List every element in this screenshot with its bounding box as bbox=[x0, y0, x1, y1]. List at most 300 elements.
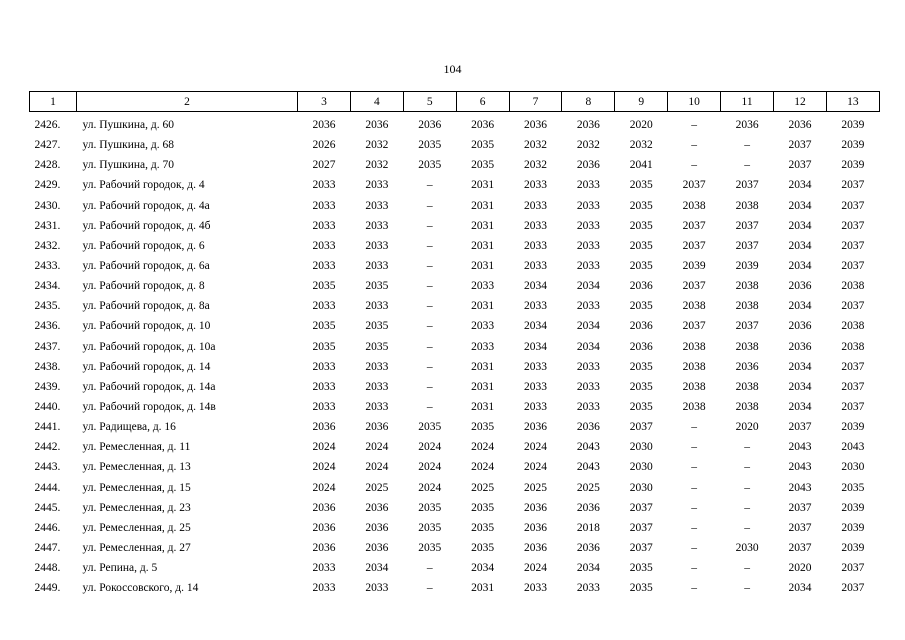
table-row bbox=[30, 518, 880, 538]
year-cell-col11: 2036 bbox=[735, 119, 759, 132]
address-cell: ул. Пушкина, д. 60 bbox=[82, 119, 174, 132]
year-cell-col7: 2036 bbox=[524, 421, 547, 434]
header-cell-5: 5 bbox=[403, 92, 456, 112]
year-cell-col11: 2038 bbox=[735, 340, 759, 353]
year-cell-col4: 2033 bbox=[365, 582, 389, 595]
year-cell-col7: 2033 bbox=[524, 401, 547, 414]
year-cell-col8: 2036 bbox=[576, 159, 600, 172]
table-row bbox=[30, 316, 880, 336]
year-cell-col7: 2024 bbox=[524, 441, 547, 454]
header-cell-13: 13 bbox=[826, 92, 879, 112]
table-row bbox=[30, 538, 880, 558]
year-cell-col10: 2037 bbox=[682, 239, 706, 252]
row-number: 2439. bbox=[34, 380, 61, 393]
row-number: 2446. bbox=[34, 521, 61, 534]
year-cell-col12: 2036 bbox=[788, 340, 812, 353]
table-row bbox=[30, 478, 880, 498]
year-cell-col7: 2032 bbox=[524, 139, 547, 152]
year-cell-col4: 2033 bbox=[365, 199, 389, 212]
year-cell-col4: 2034 bbox=[365, 562, 389, 575]
year-cell-col9: 2037 bbox=[629, 421, 653, 434]
year-cell-col8: 2033 bbox=[576, 199, 600, 212]
year-cell-col5: – bbox=[426, 260, 433, 273]
year-cell-col13: 2039 bbox=[841, 521, 865, 534]
year-cell-col3: 2033 bbox=[312, 260, 336, 273]
year-cell-col4: 2032 bbox=[365, 159, 389, 172]
row-number: 2426. bbox=[34, 119, 61, 132]
year-cell-col11: 2037 bbox=[735, 320, 759, 333]
year-cell-col13: 2039 bbox=[841, 501, 865, 514]
year-cell-col9: 2041 bbox=[629, 159, 653, 172]
address-cell: ул. Ремесленная, д. 25 bbox=[82, 521, 191, 534]
year-cell-col4: 2035 bbox=[365, 340, 389, 353]
year-cell-col12: 2034 bbox=[788, 300, 812, 313]
header-cell-9: 9 bbox=[615, 92, 668, 112]
year-cell-col3: 2033 bbox=[312, 582, 336, 595]
year-cell-col13: 2037 bbox=[841, 582, 865, 595]
year-cell-col12: 2037 bbox=[788, 501, 812, 514]
year-cell-col4: 2035 bbox=[365, 320, 389, 333]
row-number: 2441. bbox=[34, 421, 61, 434]
year-cell-col13: 2038 bbox=[841, 340, 865, 353]
year-cell-col4: 2033 bbox=[365, 260, 389, 273]
year-cell-col5: 2036 bbox=[418, 119, 442, 132]
address-cell: ул. Пушкина, д. 70 bbox=[82, 159, 174, 172]
year-cell-col6: 2035 bbox=[471, 421, 495, 434]
header-cell-10: 10 bbox=[668, 92, 721, 112]
year-cell-col13: 2037 bbox=[841, 380, 865, 393]
year-cell-col9: 2035 bbox=[629, 179, 653, 192]
year-cell-col3: 2036 bbox=[312, 421, 336, 434]
year-cell-col10: – bbox=[691, 521, 698, 534]
year-cell-col7: 2034 bbox=[524, 340, 547, 353]
year-cell-col10: 2037 bbox=[682, 219, 706, 232]
year-cell-col12: 2043 bbox=[788, 461, 812, 474]
year-cell-col5: – bbox=[426, 219, 433, 232]
year-cell-col11: 2038 bbox=[735, 280, 759, 293]
header-cell-11: 11 bbox=[721, 92, 774, 112]
table-row bbox=[30, 377, 880, 397]
year-cell-col13: 2037 bbox=[841, 300, 865, 313]
year-cell-col12: 2034 bbox=[788, 219, 812, 232]
row-number: 2445. bbox=[34, 501, 61, 514]
address-cell: ул. Рабочий городок, д. 4б bbox=[82, 219, 211, 232]
year-cell-col11: – bbox=[744, 481, 750, 494]
year-cell-col8: 2018 bbox=[576, 521, 600, 534]
year-cell-col13: 2039 bbox=[841, 159, 865, 172]
year-cell-col12: 2034 bbox=[788, 179, 812, 192]
year-cell-col8: 2036 bbox=[576, 421, 600, 434]
year-cell-col5: 2024 bbox=[418, 461, 442, 474]
address-cell: ул. Рабочий городок, д. 14 bbox=[82, 360, 211, 373]
year-cell-col5: – bbox=[426, 582, 433, 595]
year-cell-col12: 2037 bbox=[788, 521, 812, 534]
year-cell-col3: 2035 bbox=[312, 280, 336, 293]
address-cell: ул. Рабочий городок, д. 14в bbox=[82, 401, 216, 414]
year-cell-col5: 2035 bbox=[418, 139, 442, 152]
year-cell-col6: 2031 bbox=[471, 582, 495, 595]
year-cell-col7: 2034 bbox=[524, 280, 547, 293]
year-cell-col13: 2043 bbox=[841, 441, 865, 454]
year-cell-col7: 2033 bbox=[524, 179, 547, 192]
year-cell-col10: 2039 bbox=[682, 260, 706, 273]
year-cell-col13: 2039 bbox=[841, 139, 865, 152]
year-cell-col6: 2025 bbox=[471, 481, 495, 494]
row-number: 2447. bbox=[34, 542, 61, 555]
year-cell-col10: – bbox=[691, 421, 698, 434]
year-cell-col11: – bbox=[744, 441, 750, 454]
year-cell-col13: 2035 bbox=[841, 481, 865, 494]
year-cell-col8: 2033 bbox=[576, 380, 600, 393]
address-cell: ул. Рабочий городок, д. 4а bbox=[82, 199, 210, 212]
year-cell-col8: 2032 bbox=[576, 139, 600, 152]
year-cell-col3: 2033 bbox=[312, 300, 336, 313]
row-number: 2429. bbox=[34, 179, 61, 192]
address-cell: ул. Ремесленная, д. 13 bbox=[82, 461, 191, 474]
year-cell-col7: 2034 bbox=[524, 320, 547, 333]
year-cell-col10: 2038 bbox=[682, 380, 706, 393]
year-cell-col5: – bbox=[426, 280, 433, 293]
year-cell-col3: 2033 bbox=[312, 380, 336, 393]
year-cell-col9: 2035 bbox=[629, 219, 653, 232]
year-cell-col8: 2043 bbox=[576, 441, 600, 454]
year-cell-col13: 2037 bbox=[841, 360, 865, 373]
year-cell-col13: 2037 bbox=[841, 199, 865, 212]
year-cell-col11: 2038 bbox=[735, 199, 759, 212]
page-number: 104 bbox=[443, 62, 462, 76]
address-cell: ул. Рабочий городок, д. 8 bbox=[82, 280, 205, 293]
year-cell-col10: 2037 bbox=[682, 280, 706, 293]
year-cell-col3: 2026 bbox=[312, 139, 336, 152]
year-cell-col6: 2035 bbox=[471, 139, 495, 152]
year-cell-col12: 2034 bbox=[788, 380, 812, 393]
year-cell-col7: 2033 bbox=[524, 360, 547, 373]
year-cell-col5: 2035 bbox=[418, 542, 442, 555]
table-row bbox=[30, 558, 880, 578]
table-row bbox=[30, 357, 880, 377]
year-cell-col11: – bbox=[744, 582, 750, 595]
year-cell-col11: 2020 bbox=[735, 421, 759, 434]
year-cell-col9: 2037 bbox=[629, 501, 653, 514]
table-row bbox=[30, 437, 880, 457]
year-cell-col10: – bbox=[691, 501, 698, 514]
year-cell-col13: 2037 bbox=[841, 562, 865, 575]
year-cell-col3: 2035 bbox=[312, 340, 336, 353]
table-row bbox=[30, 578, 880, 598]
table-row bbox=[30, 236, 880, 256]
year-cell-col3: 2033 bbox=[312, 179, 336, 192]
year-cell-col13: 2037 bbox=[841, 219, 865, 232]
year-cell-col3: 2036 bbox=[312, 521, 336, 534]
header-cell-4: 4 bbox=[350, 92, 403, 112]
year-cell-col10: – bbox=[691, 441, 698, 454]
year-cell-col6: 2031 bbox=[471, 380, 495, 393]
year-cell-col3: 2024 bbox=[312, 481, 336, 494]
year-cell-col3: 2024 bbox=[312, 461, 336, 474]
address-cell: ул. Ремесленная, д. 11 bbox=[82, 441, 191, 454]
table-body bbox=[30, 112, 880, 599]
year-cell-col4: 2024 bbox=[365, 461, 389, 474]
table-row bbox=[30, 296, 880, 316]
year-cell-col9: 2035 bbox=[629, 401, 653, 414]
year-cell-col7: 2033 bbox=[524, 239, 547, 252]
header-cell-3: 3 bbox=[298, 92, 351, 112]
year-cell-col8: 2034 bbox=[576, 562, 600, 575]
year-cell-col7: 2033 bbox=[524, 219, 547, 232]
year-cell-col4: 2033 bbox=[365, 239, 389, 252]
year-cell-col9: 2037 bbox=[629, 521, 653, 534]
year-cell-col6: 2031 bbox=[471, 360, 495, 373]
year-cell-col9: 2035 bbox=[629, 360, 653, 373]
year-cell-col4: 2024 bbox=[365, 441, 389, 454]
year-cell-col8: 2036 bbox=[576, 119, 600, 132]
year-cell-col12: 2037 bbox=[788, 421, 812, 434]
year-cell-col8: 2033 bbox=[576, 219, 600, 232]
year-cell-col11: 2030 bbox=[735, 542, 759, 555]
year-cell-col9: 2020 bbox=[629, 119, 653, 132]
address-cell: ул. Рабочий городок, д. 10 bbox=[82, 320, 211, 333]
year-cell-col12: 2034 bbox=[788, 199, 812, 212]
header-cell-1: 1 bbox=[30, 92, 77, 112]
year-cell-col10: 2038 bbox=[682, 300, 706, 313]
year-cell-col11: 2038 bbox=[735, 300, 759, 313]
year-cell-col4: 2032 bbox=[365, 139, 389, 152]
year-cell-col7: 2036 bbox=[524, 521, 547, 534]
year-cell-col7: 2025 bbox=[524, 481, 547, 494]
year-cell-col6: 2031 bbox=[471, 300, 495, 313]
year-cell-col6: 2036 bbox=[471, 119, 495, 132]
address-cell: ул. Ремесленная, д. 27 bbox=[82, 542, 191, 555]
year-cell-col10: – bbox=[691, 481, 698, 494]
year-cell-col4: 2036 bbox=[365, 421, 389, 434]
table-row bbox=[30, 498, 880, 518]
row-number: 2437. bbox=[34, 340, 61, 353]
year-cell-col8: 2036 bbox=[576, 501, 600, 514]
year-cell-col11: – bbox=[744, 159, 750, 172]
year-cell-col4: 2036 bbox=[365, 521, 389, 534]
year-cell-col8: 2025 bbox=[576, 481, 600, 494]
year-cell-col10: – bbox=[691, 542, 698, 555]
table-row bbox=[30, 457, 880, 477]
year-cell-col3: 2024 bbox=[312, 441, 336, 454]
year-cell-col4: 2033 bbox=[365, 179, 389, 192]
year-cell-col6: 2024 bbox=[471, 461, 495, 474]
year-cell-col6: 2035 bbox=[471, 521, 495, 534]
address-cell: ул. Репина, д. 5 bbox=[82, 562, 158, 575]
year-cell-col6: 2031 bbox=[471, 239, 495, 252]
year-cell-col9: 2030 bbox=[629, 441, 653, 454]
header-cell-8: 8 bbox=[562, 92, 615, 112]
header-cell-12: 12 bbox=[774, 92, 827, 112]
year-cell-col9: 2036 bbox=[629, 340, 653, 353]
year-cell-col6: 2034 bbox=[471, 562, 495, 575]
year-cell-col11: 2036 bbox=[735, 360, 759, 373]
year-cell-col13: 2037 bbox=[841, 239, 865, 252]
year-cell-col7: 2033 bbox=[524, 300, 547, 313]
year-cell-col6: 2031 bbox=[471, 260, 495, 273]
year-cell-col7: 2033 bbox=[524, 582, 547, 595]
year-cell-col11: – bbox=[744, 562, 750, 575]
year-cell-col5: 2035 bbox=[418, 421, 442, 434]
year-cell-col12: 2034 bbox=[788, 260, 812, 273]
row-number: 2431. bbox=[34, 219, 61, 232]
year-cell-col5: 2024 bbox=[418, 481, 442, 494]
year-cell-col8: 2033 bbox=[576, 360, 600, 373]
year-cell-col6: 2033 bbox=[471, 320, 495, 333]
year-cell-col5: – bbox=[426, 300, 433, 313]
year-cell-col8: 2033 bbox=[576, 179, 600, 192]
year-cell-col10: – bbox=[691, 159, 698, 172]
table-row bbox=[30, 112, 880, 136]
year-cell-col4: 2035 bbox=[365, 280, 389, 293]
year-cell-col9: 2036 bbox=[629, 280, 653, 293]
year-cell-col11: 2038 bbox=[735, 401, 759, 414]
year-cell-col3: 2036 bbox=[312, 119, 336, 132]
address-cell: ул. Радищева, д. 16 bbox=[82, 421, 176, 434]
year-cell-col5: 2024 bbox=[418, 441, 442, 454]
year-cell-col9: 2037 bbox=[629, 542, 653, 555]
year-cell-col6: 2024 bbox=[471, 441, 495, 454]
table-row bbox=[30, 175, 880, 195]
year-cell-col13: 2039 bbox=[841, 421, 865, 434]
year-cell-col5: 2035 bbox=[418, 501, 442, 514]
year-cell-col11: – bbox=[744, 501, 750, 514]
year-cell-col13: 2037 bbox=[841, 260, 865, 273]
table-row bbox=[30, 216, 880, 236]
year-cell-col6: 2031 bbox=[471, 401, 495, 414]
row-number: 2433. bbox=[34, 260, 61, 273]
year-cell-col10: 2038 bbox=[682, 199, 706, 212]
year-cell-col11: – bbox=[744, 139, 750, 152]
year-cell-col13: 2038 bbox=[841, 320, 865, 333]
year-cell-col12: 2037 bbox=[788, 542, 812, 555]
row-number: 2449. bbox=[34, 582, 61, 595]
year-cell-col7: 2036 bbox=[524, 119, 547, 132]
year-cell-col4: 2033 bbox=[365, 360, 389, 373]
year-cell-col10: – bbox=[691, 119, 698, 132]
row-number: 2444. bbox=[34, 481, 61, 494]
year-cell-col9: 2035 bbox=[629, 380, 653, 393]
row-number: 2435. bbox=[34, 300, 61, 313]
year-cell-col11: 2037 bbox=[735, 219, 759, 232]
row-number: 2432. bbox=[34, 239, 61, 252]
year-cell-col12: 2043 bbox=[788, 481, 812, 494]
row-number: 2443. bbox=[34, 461, 61, 474]
row-number: 2434. bbox=[34, 280, 61, 293]
year-cell-col10: 2038 bbox=[682, 340, 706, 353]
year-cell-col4: 2033 bbox=[365, 219, 389, 232]
row-number: 2442. bbox=[34, 441, 61, 454]
table-row bbox=[30, 397, 880, 417]
year-cell-col8: 2033 bbox=[576, 401, 600, 414]
year-cell-col10: 2037 bbox=[682, 179, 706, 192]
year-cell-col8: 2034 bbox=[576, 280, 600, 293]
year-cell-col13: 2037 bbox=[841, 401, 865, 414]
year-cell-col10: 2038 bbox=[682, 360, 706, 373]
year-cell-col11: 2037 bbox=[735, 239, 759, 252]
year-cell-col4: 2036 bbox=[365, 501, 389, 514]
year-cell-col9: 2035 bbox=[629, 300, 653, 313]
year-cell-col12: 2037 bbox=[788, 139, 812, 152]
year-cell-col7: 2033 bbox=[524, 380, 547, 393]
year-cell-col9: 2030 bbox=[629, 461, 653, 474]
year-cell-col9: 2030 bbox=[629, 481, 653, 494]
year-cell-col6: 2031 bbox=[471, 199, 495, 212]
year-cell-col13: 2030 bbox=[841, 461, 865, 474]
header-cell-7: 7 bbox=[509, 92, 562, 112]
year-cell-col5: 2035 bbox=[418, 521, 442, 534]
year-cell-col7: 2036 bbox=[524, 501, 547, 514]
year-cell-col10: 2037 bbox=[682, 320, 706, 333]
year-cell-col5: – bbox=[426, 340, 433, 353]
year-cell-col13: 2038 bbox=[841, 280, 865, 293]
year-cell-col8: 2033 bbox=[576, 260, 600, 273]
year-cell-col9: 2035 bbox=[629, 260, 653, 273]
year-cell-col12: 2036 bbox=[788, 119, 812, 132]
table-row bbox=[30, 135, 880, 155]
year-cell-col11: – bbox=[744, 521, 750, 534]
year-cell-col11: – bbox=[744, 461, 750, 474]
year-cell-col7: 2033 bbox=[524, 260, 547, 273]
year-cell-col10: – bbox=[691, 139, 698, 152]
year-cell-col7: 2032 bbox=[524, 159, 547, 172]
table-row bbox=[30, 337, 880, 357]
year-cell-col9: 2035 bbox=[629, 582, 653, 595]
year-cell-col5: – bbox=[426, 320, 433, 333]
row-number: 2436. bbox=[34, 320, 61, 333]
year-cell-col8: 2033 bbox=[576, 300, 600, 313]
year-cell-col4: 2033 bbox=[365, 380, 389, 393]
year-cell-col12: 2034 bbox=[788, 360, 812, 373]
row-number: 2448. bbox=[34, 562, 61, 575]
year-cell-col3: 2033 bbox=[312, 239, 336, 252]
table-row bbox=[30, 196, 880, 216]
year-cell-col13: 2037 bbox=[841, 179, 865, 192]
row-number: 2428. bbox=[34, 159, 61, 172]
year-cell-col3: 2033 bbox=[312, 562, 336, 575]
year-cell-col6: 2035 bbox=[471, 159, 495, 172]
year-cell-col13: 2039 bbox=[841, 119, 865, 132]
year-cell-col7: 2024 bbox=[524, 461, 547, 474]
year-cell-col10: – bbox=[691, 582, 698, 595]
table-header bbox=[30, 92, 880, 112]
year-cell-col5: – bbox=[426, 401, 433, 414]
address-cell: ул. Ремесленная, д. 15 bbox=[82, 481, 191, 494]
year-cell-col5: – bbox=[426, 179, 433, 192]
year-cell-col3: 2027 bbox=[312, 159, 336, 172]
year-cell-col12: 2036 bbox=[788, 280, 812, 293]
year-cell-col6: 2033 bbox=[471, 280, 495, 293]
year-cell-col5: – bbox=[426, 360, 433, 373]
year-cell-col8: 2033 bbox=[576, 239, 600, 252]
year-cell-col8: 2036 bbox=[576, 542, 600, 555]
year-cell-col4: 2036 bbox=[365, 119, 389, 132]
year-cell-col12: 2034 bbox=[788, 401, 812, 414]
year-cell-col4: 2033 bbox=[365, 401, 389, 414]
table-row bbox=[30, 276, 880, 296]
year-cell-col13: 2039 bbox=[841, 542, 865, 555]
year-cell-col5: – bbox=[426, 199, 433, 212]
header-cell-2: 2 bbox=[77, 92, 298, 112]
year-cell-col4: 2036 bbox=[365, 542, 389, 555]
year-cell-col6: 2031 bbox=[471, 219, 495, 232]
address-cell: ул. Рабочий городок, д. 4 bbox=[82, 179, 205, 192]
address-cell: ул. Пушкина, д. 68 bbox=[82, 139, 174, 152]
address-cell: ул. Рокоссовского, д. 14 bbox=[82, 582, 199, 595]
year-cell-col5: – bbox=[426, 380, 433, 393]
year-cell-col12: 2036 bbox=[788, 320, 812, 333]
year-cell-col9: 2036 bbox=[629, 320, 653, 333]
